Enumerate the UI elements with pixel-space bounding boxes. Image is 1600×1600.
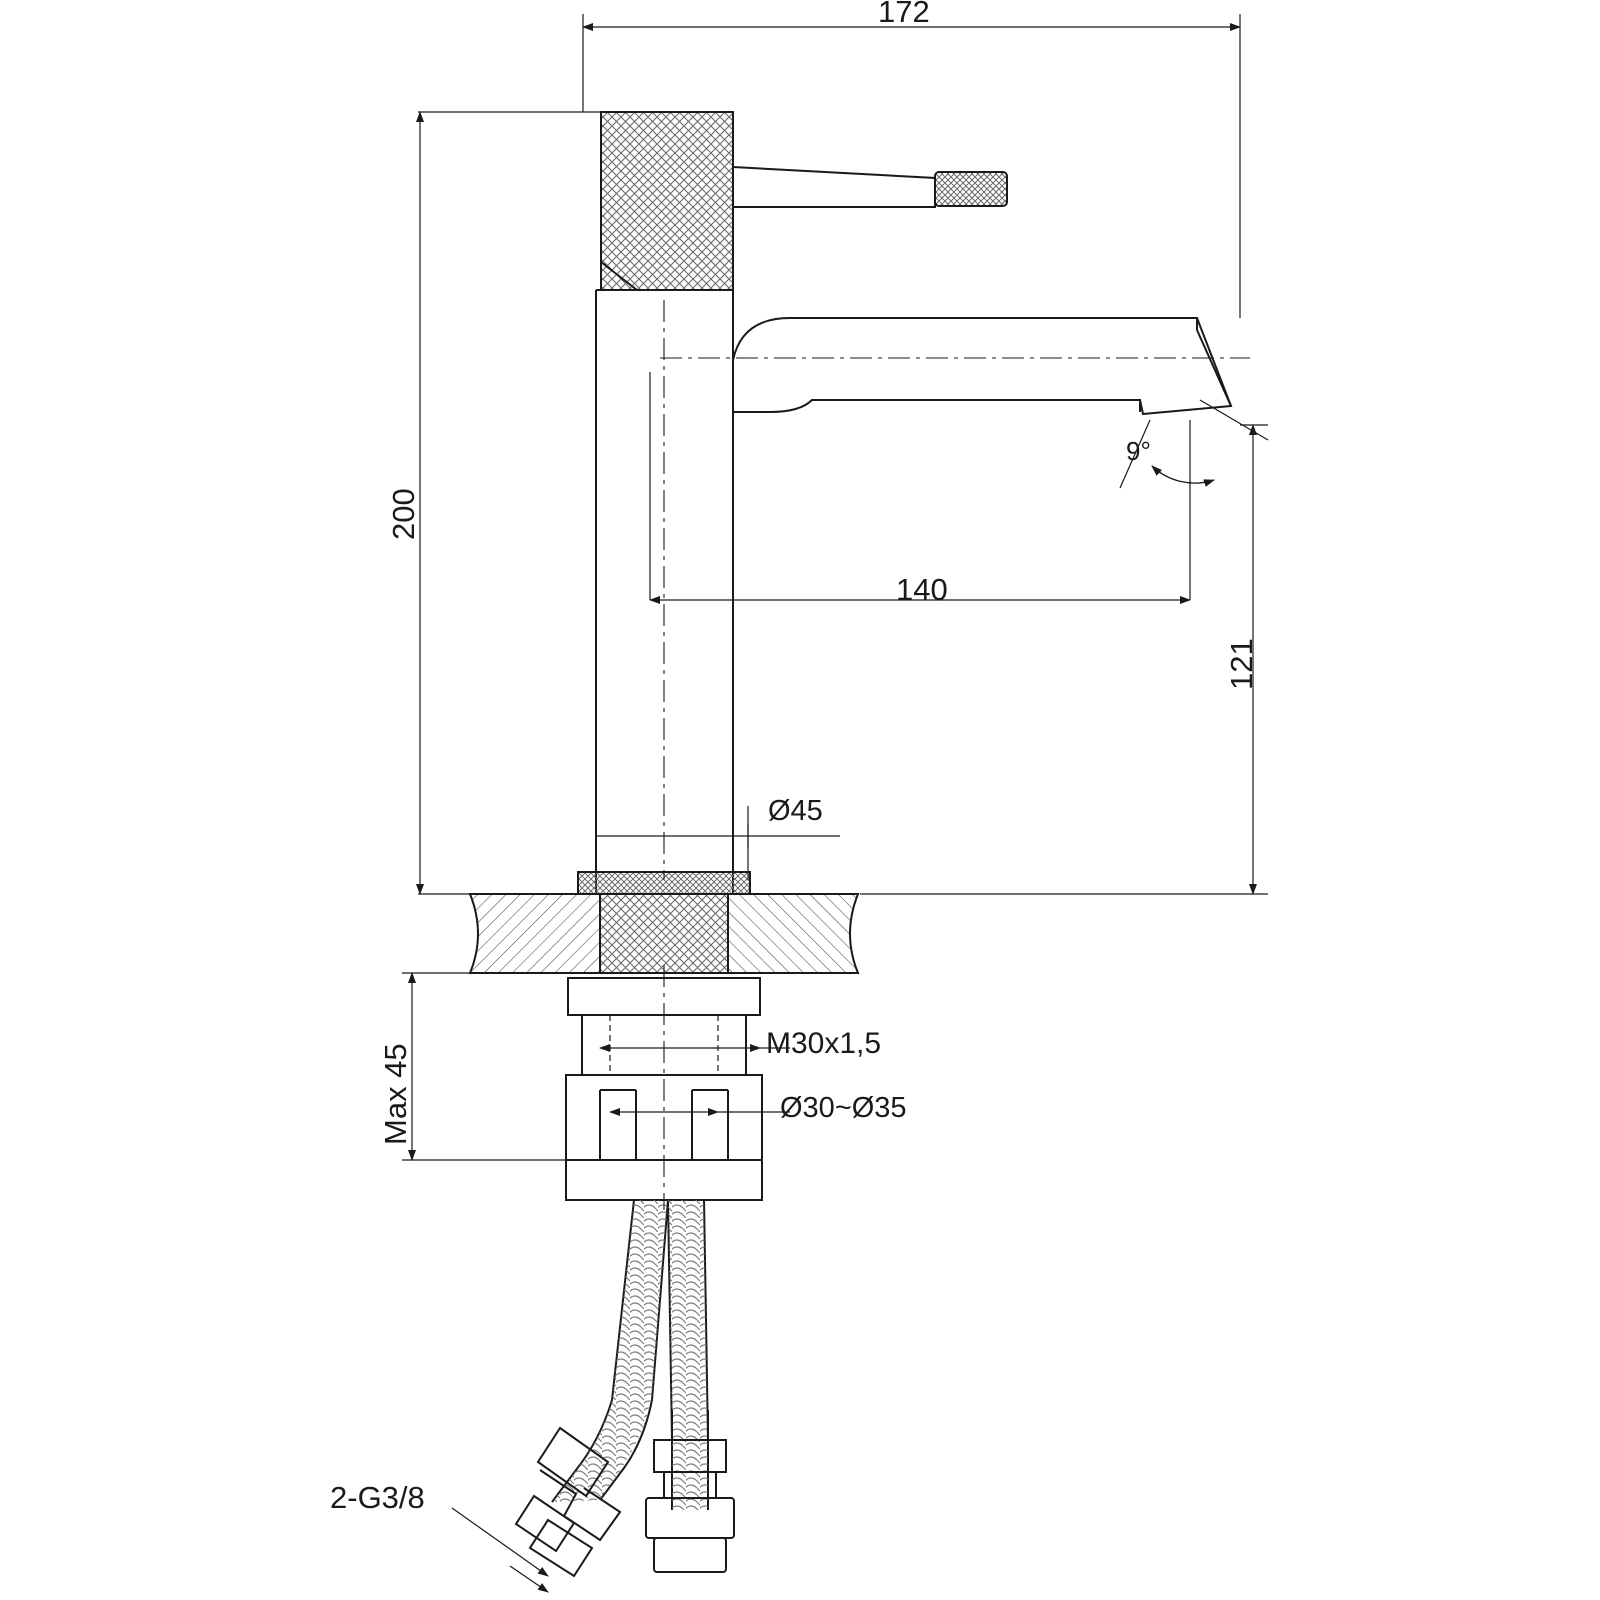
dimension-aerator-angle: 9°	[1126, 436, 1151, 466]
deck-section-left	[470, 894, 600, 973]
dimension-thread: M30x1,5	[766, 1027, 882, 1060]
deck-section-right	[728, 894, 858, 973]
centre-lines	[660, 300, 1250, 1210]
dimension-overall-height: 200	[386, 488, 421, 540]
hose-left-braid	[552, 1200, 668, 1502]
dimension-overall-width: 172	[878, 0, 930, 29]
dimension-max-deck-thickness: Max 45	[378, 1043, 413, 1145]
dimension-supply-connections: 2-G3/8	[330, 1480, 425, 1515]
dimension-spout-reach: 140	[896, 572, 948, 607]
hose-right-braid	[668, 1200, 708, 1510]
dimension-hole-diameter: Ø30~Ø35	[780, 1092, 907, 1124]
handle-knurled-body	[601, 112, 733, 290]
dimension-spout-height: 121	[1224, 638, 1259, 690]
dimension-escutcheon-diameter: Ø45	[768, 795, 823, 827]
lever-tip-knurled	[935, 172, 1007, 206]
threaded-shank	[600, 894, 728, 973]
faucet-outline	[470, 112, 1231, 1576]
dimension-lines	[402, 14, 1268, 1592]
